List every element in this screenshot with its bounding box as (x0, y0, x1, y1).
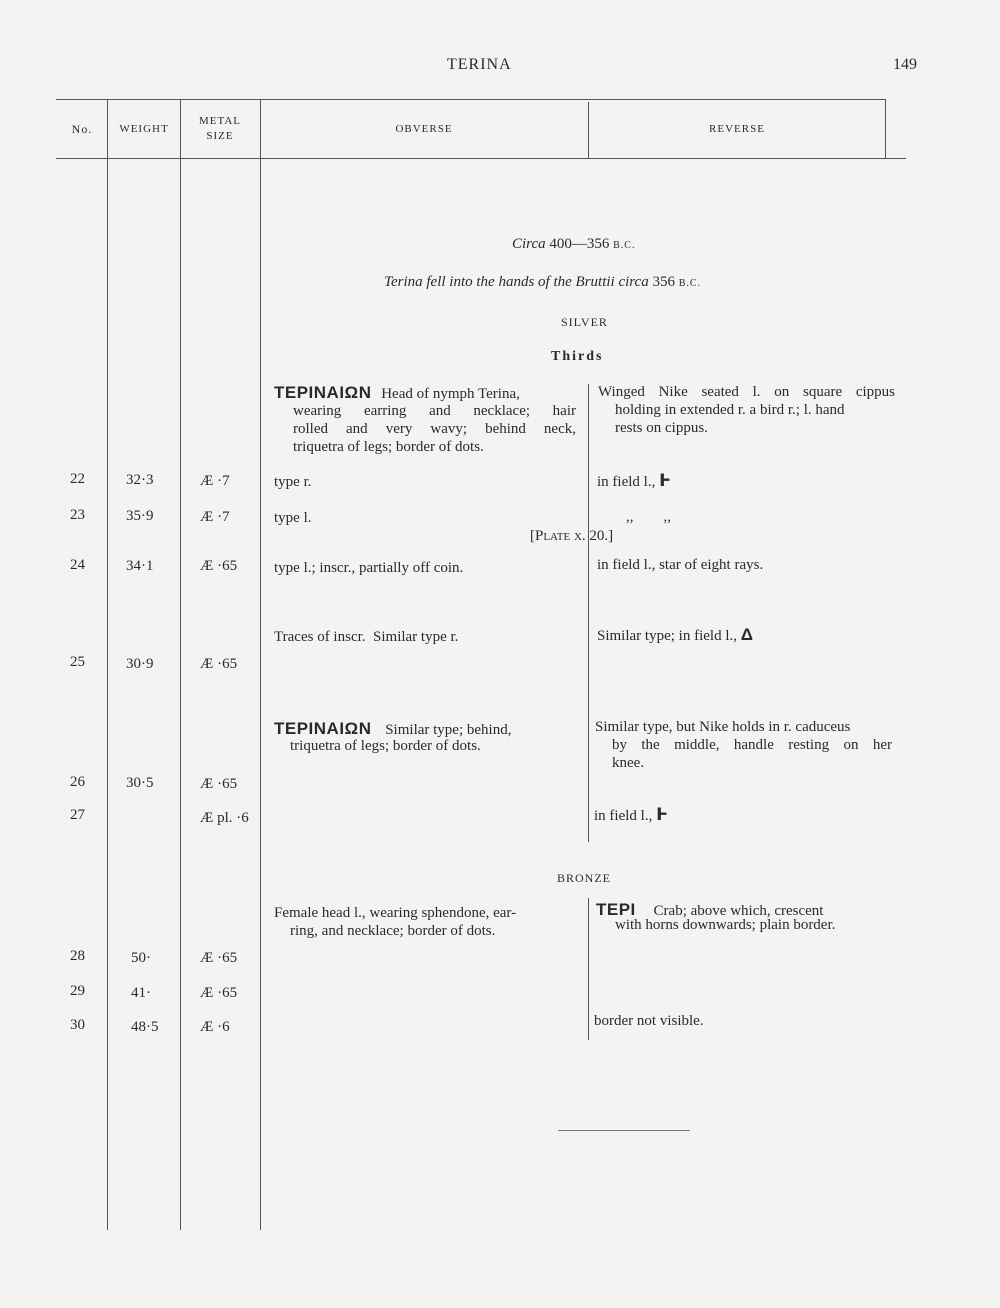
group3-divider (588, 898, 589, 1040)
row-25-weight: 30·9 (126, 656, 154, 672)
row-30-no: 30 (70, 1017, 85, 1033)
group2-reverse-line1: Similar type, but Nike holds in r. caduceus (595, 719, 851, 735)
row-22-no: 22 (70, 471, 85, 487)
row-22-obverse: type r. (274, 474, 312, 490)
period-note: Terina fell into the hands of the Bruttii circa 356 B.C. (384, 274, 702, 290)
header-no: No. (71, 122, 93, 136)
group1-obverse-line4: triquetra of legs; border of dots. (293, 439, 484, 455)
row-25-metal: Æ ·65 (200, 656, 238, 672)
page-number: 149 (893, 56, 917, 73)
row-29-metal: Æ ·65 (200, 985, 238, 1001)
greek-legend: TEPINAIΩN (274, 719, 372, 738)
group3-obverse-line1: Female head l., wearing sphendone, ear- (274, 905, 517, 921)
bronze-heading: BRONZE (557, 871, 611, 885)
group2-reverse-line3: knee. (612, 755, 645, 771)
row-30-metal: Æ ·6 (200, 1019, 230, 1035)
group3-obverse-line2: ring, and necklace; border of dots. (290, 923, 496, 939)
row-25-obverse: Traces of inscr. Similar type r. (274, 629, 459, 645)
header-reverse: REVERSE (709, 123, 765, 135)
row-23-no: 23 (70, 507, 85, 523)
row-24-weight: 34·1 (126, 558, 154, 574)
row-25-reverse: Similar type; in field l., Δ (597, 625, 754, 644)
period-date: Circa 400—356 B.C. (512, 236, 636, 252)
group2-obverse-line2: triquetra of legs; border of dots. (290, 738, 481, 754)
row-24-metal: Æ ·65 (200, 558, 238, 574)
silver-heading: SILVER (561, 315, 608, 329)
group1-obverse-line3: rolled and very wavy; behind neck, (293, 421, 576, 437)
group1-divider (588, 384, 589, 842)
row-22-weight: 32·3 (126, 472, 154, 488)
col-sep-no (107, 100, 108, 1230)
header-bottom-rule (56, 158, 906, 159)
row-30-weight: 48·5 (131, 1019, 159, 1035)
group3-reverse-line2: with horns downwards; plain border. (615, 917, 836, 933)
group3-reverse-line1: TEPI Crab; above which, crescent (596, 900, 824, 919)
row-24-no: 24 (70, 557, 85, 573)
row-22-metal: Æ ·7 (200, 473, 230, 489)
monogram-symbol: Ͱ (656, 805, 669, 824)
group1-reverse-line2: holding in extended r. a bird r.; l. hand (615, 402, 845, 418)
row-26-no: 26 (70, 774, 85, 790)
header-weight: WEIGHT (119, 123, 169, 135)
row-23-reverse: ,, ,, (626, 509, 671, 525)
row-27-no: 27 (70, 807, 85, 823)
row-29-weight: 41· (131, 985, 151, 1001)
plate-reference: [Plate x. 20.] (530, 528, 614, 544)
row-27-reverse: in field l., Ͱ (594, 805, 669, 824)
row-23-metal: Æ ·7 (200, 509, 230, 525)
group1-reverse-line3: rests on cippus. (615, 420, 708, 436)
group1-reverse-line1: Winged Nike seated l. on square cippus (598, 384, 895, 400)
row-30-reverse: border not visible. (594, 1013, 704, 1029)
greek-legend: TEPI (596, 900, 636, 919)
row-25-no: 25 (70, 654, 85, 670)
group2-obverse-line1: TEPINAIΩN Similar type; behind, (274, 719, 512, 738)
row-28-weight: 50· (131, 950, 151, 966)
group1-obverse-line2: wearing earring and necklace; hair (293, 403, 576, 419)
row-23-weight: 35·9 (126, 508, 154, 524)
footnote-rule (558, 1130, 690, 1131)
header-size: SIZE (206, 130, 234, 142)
header-metal: METAL (198, 115, 241, 127)
row-22-reverse: in field l., Ͱ (597, 471, 672, 490)
header-obverse: OBVERSE (395, 123, 453, 135)
group1-obverse-line1: TEPINAIΩN Head of nymph Terina, (274, 383, 520, 402)
monogram-symbol: Ͱ (659, 471, 672, 490)
delta-symbol: Δ (740, 625, 754, 644)
row-26-metal: Æ ·65 (200, 776, 238, 792)
row-29-no: 29 (70, 983, 85, 999)
row-27-metal: Æ pl. ·6 (200, 810, 249, 826)
col-sep-metal (260, 100, 261, 1230)
group2-reverse-line2: by the middle, handle resting on her (612, 737, 892, 753)
row-28-metal: Æ ·65 (200, 950, 238, 966)
row-28-no: 28 (70, 948, 85, 964)
col-sep-weight (180, 100, 181, 1230)
thirds-heading: Thirds (551, 349, 604, 364)
row-26-weight: 30·5 (126, 775, 154, 791)
row-23-obverse: type l. (274, 510, 312, 526)
greek-legend: TEPINAIΩN (274, 383, 372, 402)
row-24-reverse: in field l., star of eight rays. (597, 557, 764, 573)
running-title: TERINA (447, 56, 512, 73)
row-24-obverse: type l.; inscr., partially off coin. (274, 560, 464, 576)
